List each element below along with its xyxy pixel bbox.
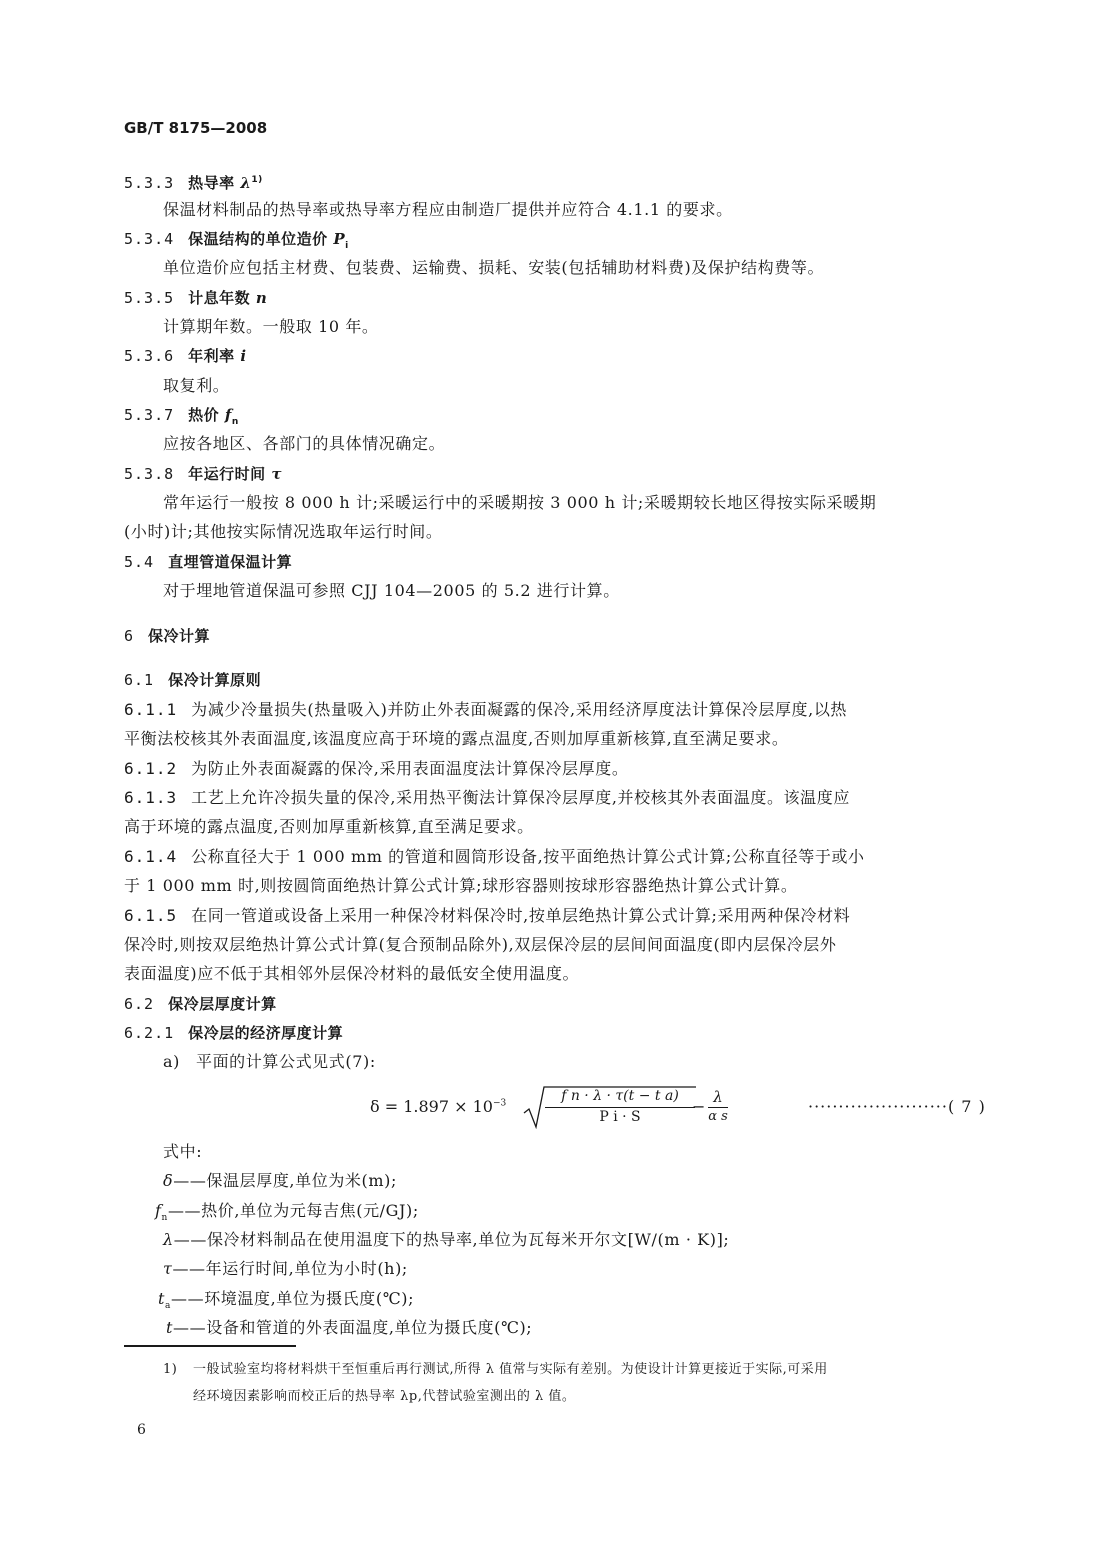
clause-6-1-3-line1 <box>124 788 850 808</box>
section-number: 6.1 <box>124 671 155 689</box>
clause-6-1-1-line2: 平衡法校核其外表面温度,该温度应高于环境的露点温度,否则加厚重新核算,直至满足要求。 <box>124 729 789 748</box>
variable-symbol: f <box>155 1201 162 1220</box>
section-number: 5.3.4 <box>124 230 175 248</box>
list-item-a <box>163 1052 376 1072</box>
where-item-delta <box>163 1171 397 1191</box>
heading-5-4 <box>124 552 292 572</box>
variable-subscript: n <box>161 1213 168 1224</box>
heading-6-1 <box>124 670 261 690</box>
formula-lambda: λ <box>713 1088 723 1106</box>
where-item-t <box>166 1318 532 1338</box>
clause-6-1-4-line1 <box>124 847 865 867</box>
section-number: 5.4 <box>124 553 155 571</box>
where-item-lambda <box>163 1230 729 1250</box>
footnote-line2: 经环境因素影响而校正后的热导率 λp,代替试验室测出的 λ 值。 <box>193 1389 576 1404</box>
heading-5-3-4 <box>124 229 349 256</box>
section-number: 5.3.6 <box>124 347 175 365</box>
clause-6-1-5-line2: 保冷时,则按双层绝热计算公式计算(复合预制品除外),双层保冷层的层间间面温度(即内层保冷层外 <box>124 935 837 954</box>
formula-7 <box>370 1085 990 1131</box>
symbol: λ <box>240 174 252 192</box>
where-item-fn <box>155 1201 419 1228</box>
symbol: τ <box>271 465 282 483</box>
footnote-mark: 1) <box>163 1362 178 1377</box>
heading-5-3-5 <box>124 288 267 308</box>
symbol-subscript: i <box>345 241 349 251</box>
variable-symbol: t <box>158 1289 166 1308</box>
symbol: i <box>240 347 247 365</box>
variable-symbol: τ <box>163 1259 173 1278</box>
formula-numerator: f n · λ · τ(t − t a) <box>561 1088 679 1104</box>
section-number: 6.2 <box>124 995 155 1013</box>
heading-5-3-6 <box>124 346 247 366</box>
paragraph-5-3-7: 应按各地区、各部门的具体情况确定。 <box>163 434 446 453</box>
clause-text: 为防止外表面凝露的保冷,采用表面温度法计算保冷层厚度。 <box>191 759 629 778</box>
clause-number: 6.1.3 <box>124 788 178 807</box>
symbol: P <box>333 230 346 248</box>
formula-minus: − <box>692 1097 706 1116</box>
clause-number: 6.1.4 <box>124 847 178 866</box>
paragraph-5-3-6: 取复利。 <box>163 376 230 395</box>
where-intro: 式中: <box>163 1142 203 1161</box>
section-number: 6.2.1 <box>124 1024 175 1042</box>
clause-number: 6.1.1 <box>124 700 178 719</box>
section-title: 保冷层厚度计算 <box>168 995 277 1013</box>
page-number: 6 <box>137 1422 146 1438</box>
chapter-6-heading <box>124 626 210 646</box>
clause-6-1-5-line3: 表面温度)应不低于其相邻外层保冷材料的最低安全使用温度。 <box>124 964 580 983</box>
section-title: 保冷层的经济厚度计算 <box>188 1024 344 1042</box>
section-number: 5.3.8 <box>124 465 175 483</box>
symbol-subscript: n <box>231 417 239 427</box>
formula-denominator: P i · S <box>599 1109 641 1125</box>
paragraph-5-3-5: 计算期年数。一般取 10 年。 <box>163 317 379 336</box>
symbol: n <box>255 289 268 307</box>
fraction-bar-small <box>708 1107 728 1108</box>
section-title: 直埋管道保温计算 <box>168 553 293 571</box>
section-title: 保冷计算 <box>148 627 211 645</box>
clause-6-1-1-line1 <box>124 700 847 720</box>
variable-description: ——年运行时间,单位为小时(h); <box>172 1259 408 1278</box>
section-number: 5.3.7 <box>124 406 175 424</box>
where-item-tau <box>163 1259 408 1279</box>
variable-description: ——热价,单位为元每吉焦(元/GJ); <box>167 1201 419 1220</box>
section-number: 5.3.3 <box>124 174 175 192</box>
section-title: 计息年数 <box>188 289 256 307</box>
formula-alpha: α s <box>708 1109 728 1124</box>
clause-number: 6.1.2 <box>124 759 178 778</box>
where-item-ta <box>158 1289 414 1316</box>
clause-6-1-3-line2: 高于环境的露点温度,否则加厚重新核算,直至满足要求。 <box>124 817 534 836</box>
heading-5-3-3 <box>124 170 263 193</box>
section-number: 5.3.5 <box>124 289 175 307</box>
formula-lhs: $\delta = 1.897 \times 10^{-3}$ <box>370 1097 507 1116</box>
paragraph-5-3-8-line2: (小时)计;其他按实际情况选取年运行时间。 <box>124 522 443 541</box>
fraction-bar <box>545 1107 695 1108</box>
variable-description: ——保温层厚度,单位为米(m); <box>173 1171 397 1190</box>
section-title: 热价 <box>188 406 225 424</box>
footnote-line1: 一般试验室均将材料烘干至恒重后再行测试,所得 λ 值常与实际有差别。为使设计计算更接近于实际,可采用 <box>193 1362 828 1377</box>
clause-text: 公称直径大于 1 000 mm 的管道和圆筒形设备,按平面绝热计算公式计算;公称直径等于或小 <box>191 847 865 866</box>
variable-description: ——环境温度,单位为摄氏度(℃); <box>171 1289 415 1308</box>
clause-6-1-4-line2: 于 1 000 mm 时,则按圆筒面绝热计算公式计算;球形容器则按球形容器绝热计算公式计算。 <box>124 876 798 895</box>
clause-text: 在同一管道或设备上采用一种保冷材料保冷时,按单层绝热计算公式计算;采用两种保冷材料 <box>191 906 851 925</box>
document-id: GB/T 8175—2008 <box>124 119 268 137</box>
clause-text: 为减少冷量损失(热量吸入)并防止外表面凝露的保冷,采用经济厚度法计算保冷层厚度,以热 <box>191 700 848 719</box>
heading-6-2 <box>124 994 277 1014</box>
paragraph-5-4: 对于埋地管道保温可参照 CJJ 104—2005 的 5.2 进行计算。 <box>163 581 620 600</box>
symbol: f <box>224 406 232 424</box>
footnote-ref: 1) <box>251 175 263 185</box>
item-label: a) <box>163 1052 180 1071</box>
heading-5-3-8 <box>124 464 282 484</box>
equation-number: ·······················( 7 ) <box>808 1097 986 1116</box>
clause-number: 6.1.5 <box>124 906 178 925</box>
variable-description: ——保冷材料制品在使用温度下的热导率,单位为瓦每米开尔文[W/(m · K)]; <box>173 1230 730 1249</box>
paragraph-5-3-8-line1: 常年运行一般按 8 000 h 计;采暖运行中的采暖期按 3 000 h 计;采暖期较长地区得按实际采暖期 <box>163 493 877 512</box>
section-number: 6 <box>124 627 135 645</box>
variable-symbol: δ <box>163 1171 174 1190</box>
footnote-separator <box>124 1345 296 1347</box>
section-title: 年运行时间 <box>188 465 272 483</box>
clause-6-1-5-line1 <box>124 906 850 926</box>
section-title: 热导率 <box>188 174 241 192</box>
paragraph-5-3-4: 单位造价应包括主材费、包装费、运输费、损耗、安装(包括辅助材料费)及保护结构费等。 <box>163 258 825 277</box>
item-text: 平面的计算公式见式(7): <box>195 1052 376 1071</box>
section-title: 保冷计算原则 <box>168 671 262 689</box>
heading-5-3-7 <box>124 405 239 432</box>
clause-text: 工艺上允许冷损失量的保冷,采用热平衡法计算保冷层厚度,并校核其外表面温度。该温度应 <box>191 788 850 807</box>
section-title: 年利率 <box>188 347 241 365</box>
variable-description: ——设备和管道的外表面温度,单位为摄氏度(℃); <box>173 1318 533 1337</box>
variable-subscript: a <box>165 1301 171 1312</box>
variable-symbol: t <box>166 1318 174 1337</box>
section-title: 保温结构的单位造价 <box>188 230 334 248</box>
variable-symbol: λ <box>163 1230 174 1249</box>
clause-6-1-2 <box>124 759 628 779</box>
heading-6-2-1 <box>124 1023 343 1043</box>
paragraph-5-3-3: 保温材料制品的热导率或热导率方程应由制造厂提供并应符合 4.1.1 的要求。 <box>163 200 733 219</box>
